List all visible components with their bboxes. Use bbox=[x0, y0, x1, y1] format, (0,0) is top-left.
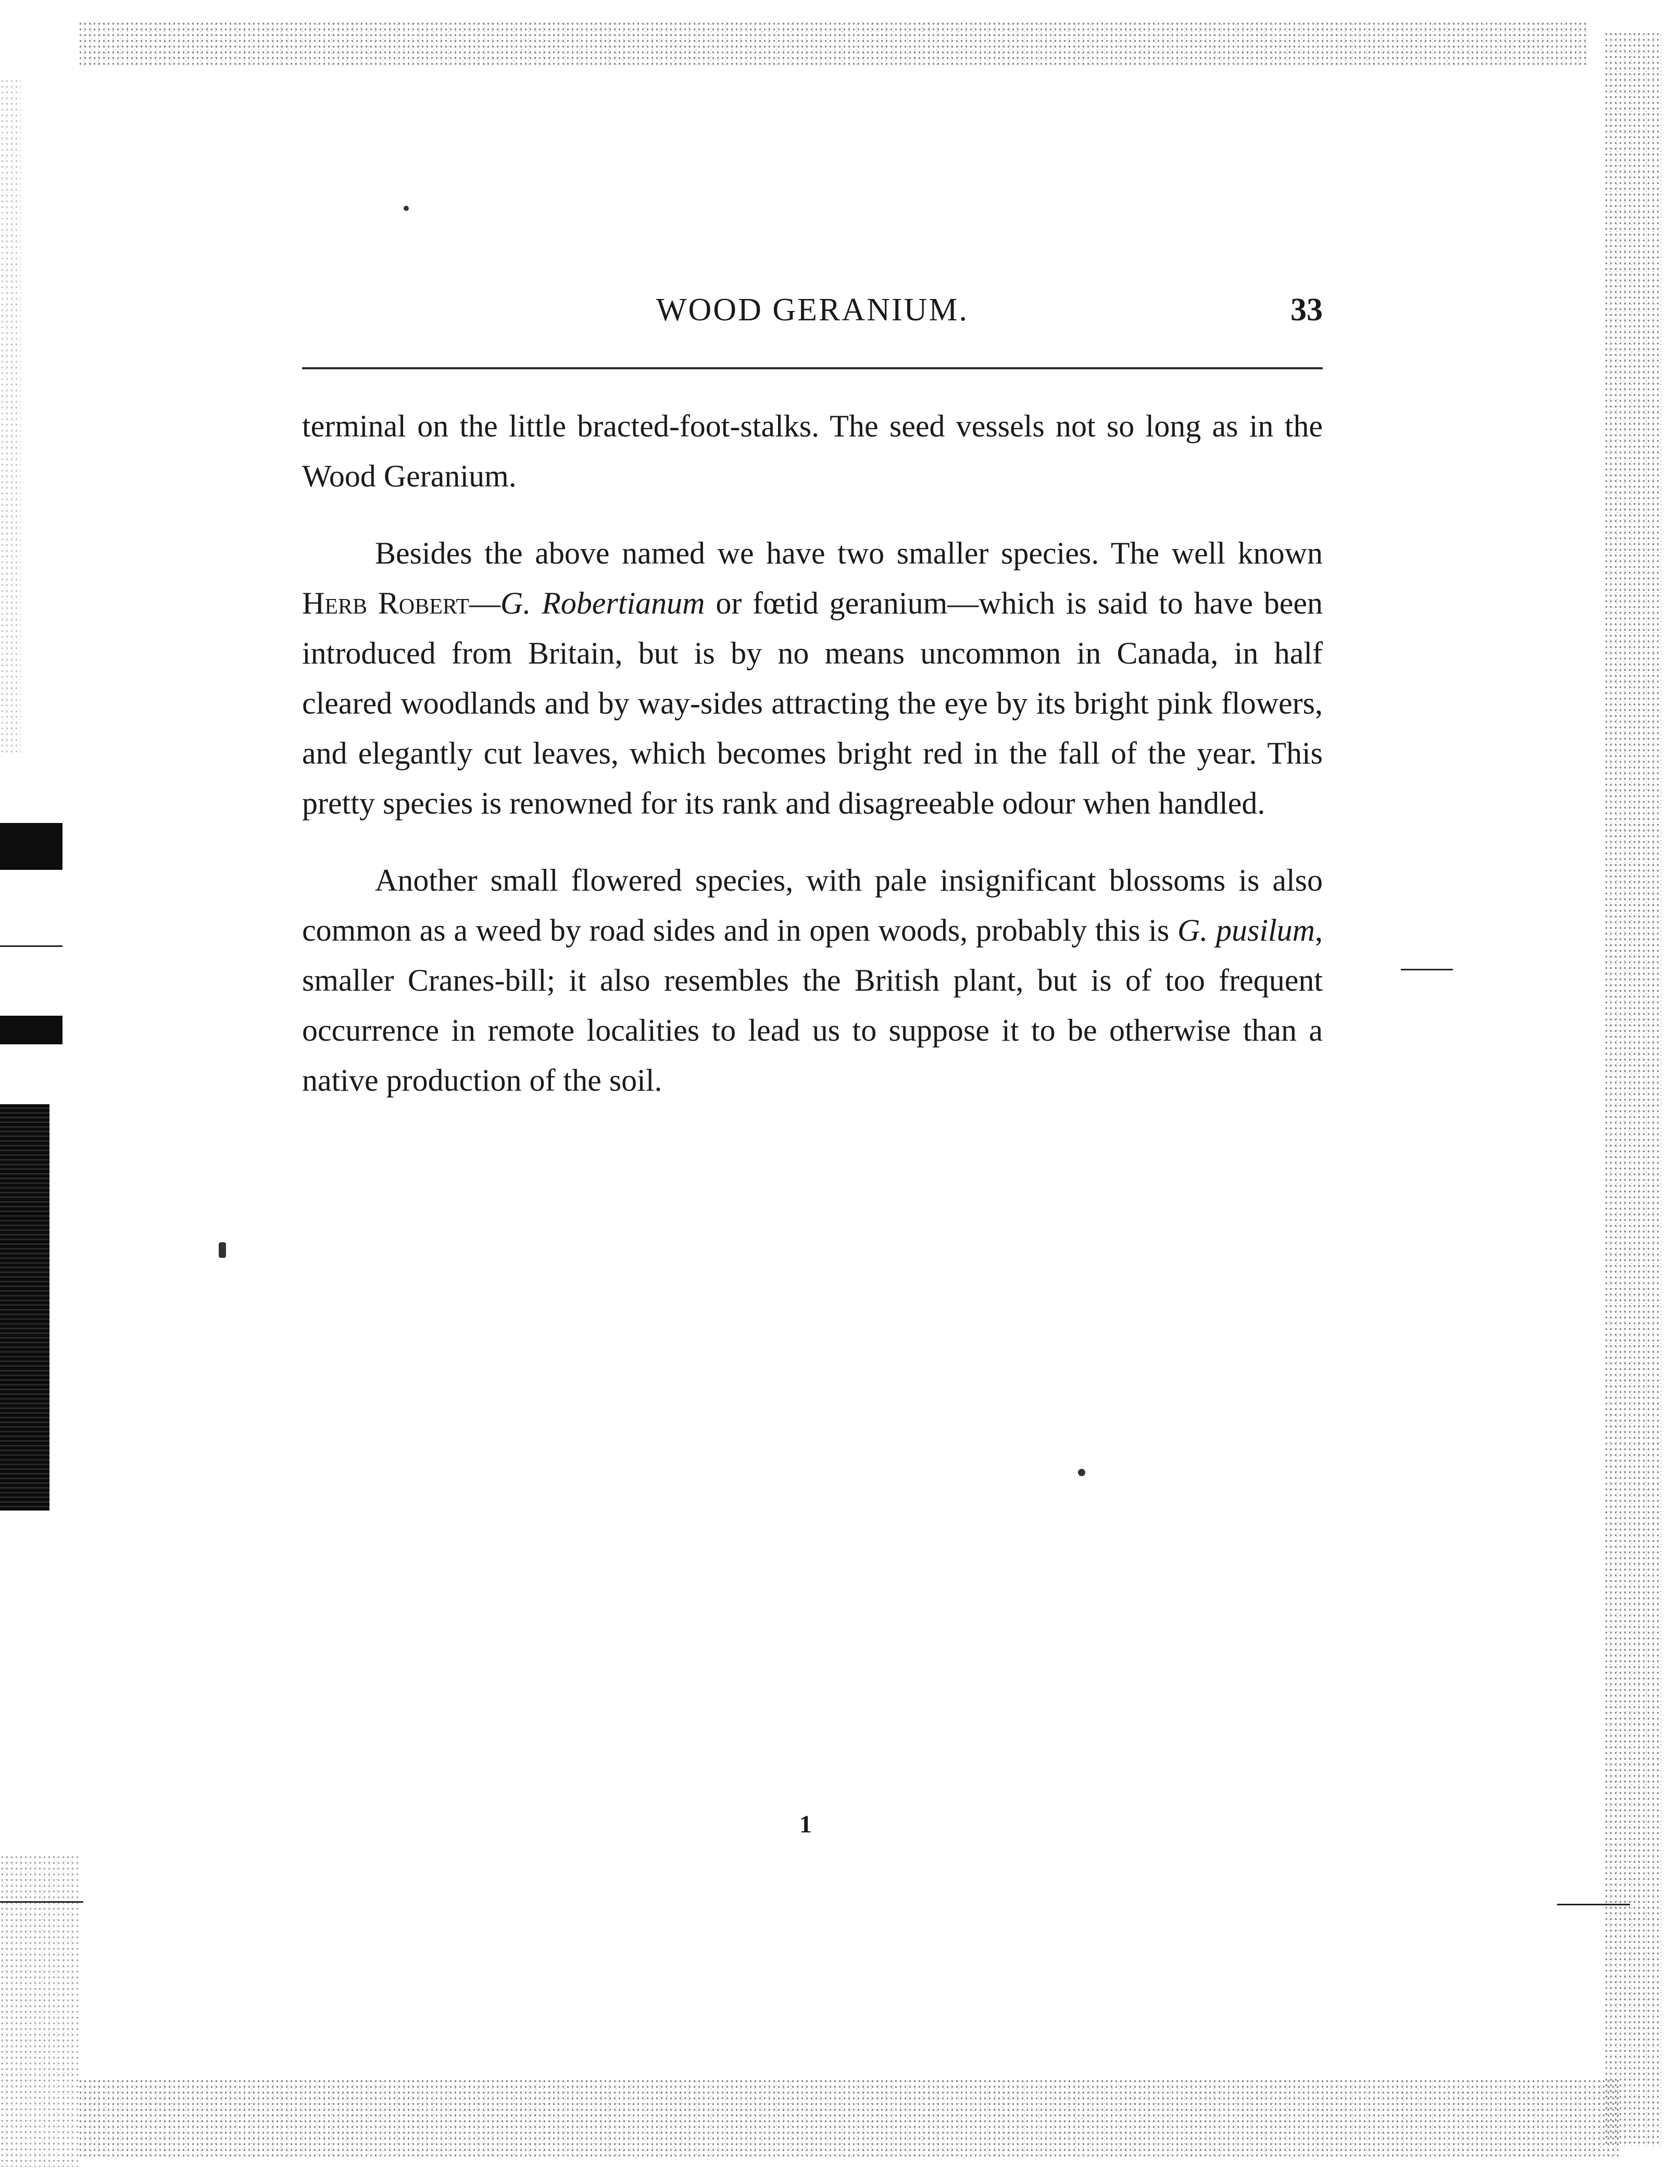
species-name: G. Robertianum bbox=[500, 586, 705, 620]
scan-edge-right bbox=[1604, 31, 1661, 2146]
margin-bar bbox=[0, 1104, 49, 1511]
text-run: terminal on the little bracted-foot-stalks. The seed vessels not so long as in the Wood Geranium. bbox=[302, 409, 1323, 493]
speck bbox=[219, 1242, 226, 1258]
paragraph bbox=[302, 528, 1323, 828]
margin-tick bbox=[0, 1901, 83, 1903]
text-run: — bbox=[469, 586, 501, 620]
footer-mark: 1 bbox=[799, 1811, 812, 1838]
margin-bar bbox=[0, 823, 62, 870]
scan-edge-bottom bbox=[78, 2078, 1620, 2156]
speck bbox=[1078, 1469, 1085, 1476]
text-run: or fœtid geranium—which is said to have been introduced from Britain, but is by no means uncommon in Canada, in half cleared woodlands and by way-sides attracting the eye by its bright pink flowers, and elegantly cut leaves, which becomes bright red in the fall of the year. This pretty species is renowned for its rank and disagreeable odour when handled. bbox=[302, 586, 1323, 820]
text-run: Besides the above named we have two smaller species. The well known bbox=[375, 536, 1323, 570]
page-number: 33 bbox=[1290, 292, 1323, 328]
common-name: Herb Robert bbox=[302, 586, 470, 620]
speck bbox=[404, 206, 409, 211]
header-rule bbox=[302, 367, 1323, 369]
margin-bar bbox=[0, 1016, 62, 1044]
scan-edge-left bbox=[0, 78, 21, 755]
margin-tick bbox=[1401, 969, 1453, 970]
margin-tick bbox=[1557, 1904, 1630, 1905]
scan-edge-top bbox=[78, 21, 1588, 68]
text-run: , smaller Cranes-bill; it also resembles the British plant, but is of too frequent occurrence in remote localities to lead us to suppose it to be otherwise than a native production of the soil. bbox=[302, 913, 1323, 1097]
page-title: WOOD GERANIUM. bbox=[656, 292, 969, 328]
paragraph bbox=[302, 401, 1323, 501]
running-head bbox=[302, 286, 1323, 333]
body-text bbox=[302, 401, 1323, 1132]
species-name: G. pusilum bbox=[1177, 913, 1315, 947]
text-run: Another small flowered species, with pale insignificant blossoms is also common as a weed by road sides and in open woods, probably this is bbox=[302, 863, 1323, 947]
margin-tick bbox=[0, 945, 62, 947]
paragraph bbox=[302, 855, 1323, 1105]
